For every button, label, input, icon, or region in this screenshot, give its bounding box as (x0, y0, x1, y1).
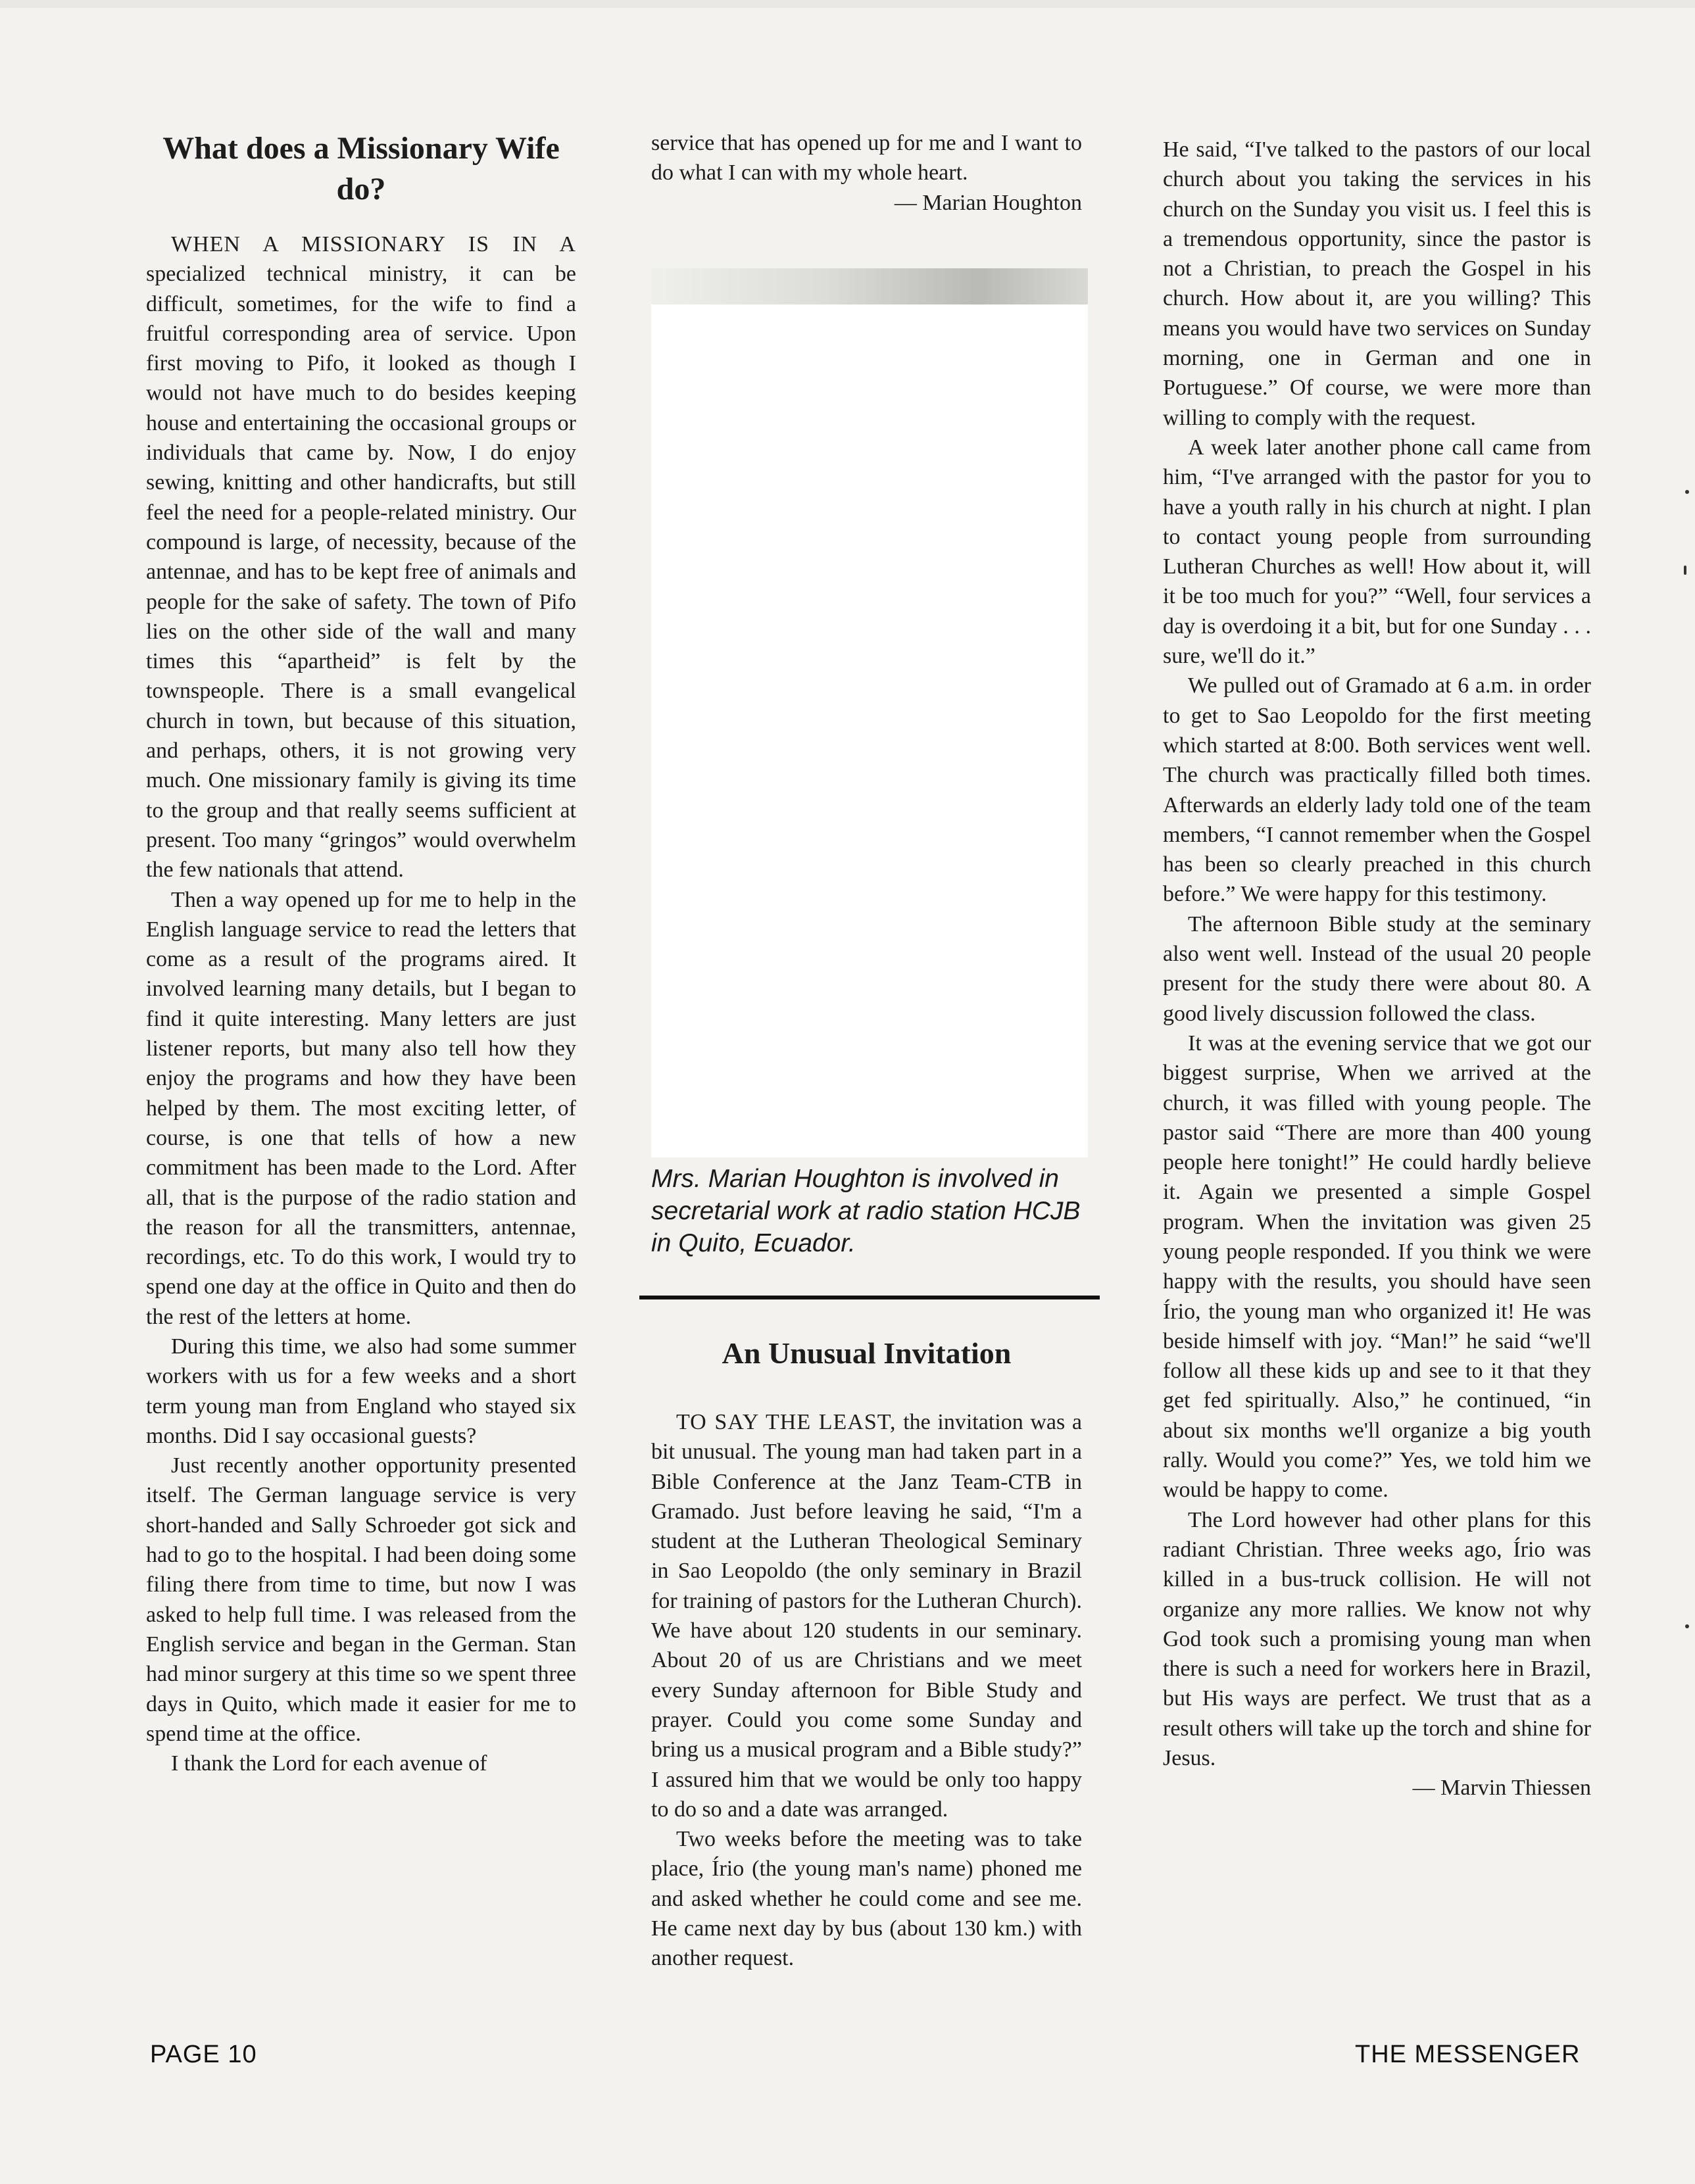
article1-paragraph-5: I thank the Lord for each avenue of (171, 1751, 487, 1776)
article1-paragraph-1 (146, 230, 576, 885)
publication-name: THE MESSENGER (1355, 2041, 1581, 2068)
page-number: PAGE 10 (150, 2041, 257, 2068)
article1-title: What does a Missionary Wife do? (162, 131, 560, 206)
section-divider (639, 1296, 1100, 1299)
article1-paragraph-1-text: specialized technical ministry, it can be difficult, sometimes, for the wife to find a fruitful corresponding area of service. Upon first moving to Pifo, it looked as though I would not have much to do besides keeping house and entertaining the occasional groups or individuals that came by. Now, I do enjoy sewing, knitting and other handicrafts, but still feel the need for a people-related ministry. Our compound is large, of necessity, because of the antennae, and has to be kept free of animals and people for the sake of safety. The town of Pifo lies on the other side of the wall and many times this “apartheid” is felt by the townspeople. There is a small evangelical church in town, but because of this situation, and perhaps, others, it is not growing very much. One missionary family is giving its time to the group and that really seems sufficient at present. Too many “gringos” would overwhelm the few nationals that attend. (146, 262, 576, 883)
article1-paragraph-4: Just recently another opportunity presented itself. The German language service is very short-handed and Sally Schroeder got sick and had to go to the hospital. I had been doing some filing there from time to time, but now I was asked to help full time. I was released from the English service and began in the German. Stan had minor surgery at this time so we spent three days in Quito, which made it easier for me to spend time at the office. (146, 1453, 576, 1746)
column-left (146, 128, 576, 1778)
photo (651, 268, 1088, 1157)
article2-lead-caps: TO SAY THE LEAST, (676, 1410, 897, 1434)
article2-title: An Unusual Invitation (722, 1336, 1012, 1370)
scan-speck (1685, 490, 1689, 494)
article2-paragraph-5: We pulled out of Gramado at 6 a.m. in order to get to Sao Leopoldo for the first meeting which started at 8:00. Both services went well. The church was practically filled both times. Afterwards an elderly lady told one of the team members, “I cannot remember when the Gospel has been so clearly preached in this church before.” We were happy for this testimony. (1163, 673, 1591, 907)
article1-paragraph-2: Then a way opened up for me to help in the English language service to read the letters that come as a result of the programs aired. It involved learning many details, but I began to find it quite interesting. Many letters are just listener reports, but many also tell how they enjoy the programs and how they have been helped by them. The most exciting letter, of course, is one that tells of how a new commitment has been made to the Lord. After all, that is the purpose of the radio station and the reason for all the transmitters, antennae, recordings, etc. To do this work, I would try to spend one day at the office in Quito and then do the rest of the letters at home. (146, 887, 576, 1329)
column-right (1163, 135, 1591, 1803)
article2-paragraph-6: The afternoon Bible study at the seminary also went well. Instead of the usual 20 people present for the study there were about 80. A good lively discussion followed the class. (1163, 911, 1591, 1026)
scan-speck (1685, 1624, 1689, 1628)
page-top-edge (0, 0, 1695, 8)
column-middle-top (651, 128, 1082, 218)
article2-author: — Marvin Thiessen (1412, 1776, 1591, 1801)
article2-paragraph-4: A week later another phone call came from him, “I've arranged with the pastor for you to have a youth rally in his church at night. I plan to contact young people from surrounding Lutheran Churches as well! How about it, will it be too much for you?” “Well, four services a day is overdoing it a bit, but for one Sunday . . . sure, we'll do it.” (1163, 435, 1591, 669)
article1-continuation: service that has opened up for me and I want to do what I can with my whole heart. (651, 131, 1082, 185)
photo-caption: Mrs. Marian Houghton is involved in secretarial work at radio station HCJB in Quito, Ecuador. (651, 1165, 1081, 1257)
article2-paragraph-8: The Lord however had other plans for this radiant Christian. Three weeks ago, Írio was killed in a bus-truck collision. He will not organize any more rallies. We know not why God took such a promising young man when there is such a need for workers here in Brazil, but His ways are perfect. We trust that as a result others will take up the torch and shine for Jesus. (1163, 1507, 1591, 1771)
photo-blank-area (651, 304, 1088, 1157)
article2-paragraph-1 (651, 1407, 1082, 1824)
article2-paragraph-1-text: the invitation was a bit unusual. The young man had taken part in a Bible Conference at the Janz Team-CTB in Gramado. Just before leaving he said, “I'm a student at the Lutheran Theological Seminary in Sao Leopoldo (the only seminary in Brazil for training of pastors for the Lutheran Church). We have about 120 students in our seminary. About 20 of us are Christians and we meet every Sunday afternoon for Bible Study and prayer. Could you come some Sunday and bring us a musical program and a Bible study?” I assured him that we would be only too happy to do so and a date was arranged. (651, 1410, 1082, 1822)
column-middle-bottom (651, 1407, 1082, 1974)
article2-paragraph-7: It was at the evening service that we got our biggest surprise, When we arrived at the church, it was filled with young people. The pastor said “There are more than 400 young people here tonight!” He could hardly believe it. Again we presented a simple Gospel program. When the invitation was given 25 young people responded. If you think we were happy with the results, you should have seen Írio, the young man who organized it! He was beside himself with joy. “Man!” he said “we'll follow all these kids up and see to it that they get fed spiritually. Also,” he continued, “in about six months we'll organize a big youth rally. Would you come?” Yes, we told him we would be happy to come. (1163, 1031, 1591, 1503)
photo-top-strip (651, 268, 1088, 304)
article1-paragraph-3: During this time, we also had some summer workers with us for a few weeks and a short term young man from England who stayed six months. Did I say occasional guests? (146, 1334, 576, 1448)
article1-author: — Marian Houghton (894, 190, 1082, 215)
article2-paragraph-3: He said, “I've talked to the pastors of our local church about you taking the services in his church on the Sunday you visit us. I feel this is a tremendous opportunity, since the pastor is not a Christian, to preach the Gospel in his church. How about it, are you willing? This means you would have two services on Sunday morning, one in German and one in Portuguese.” Of course, we were more than willing to comply with the request. (1163, 137, 1591, 430)
article2-paragraph-2: Two weeks before the meeting was to take place, Írio (the young man's name) phoned me and asked whether he could come and see me. He came next day by bus (about 130 km.) with another request. (651, 1827, 1082, 1971)
article1-lead-caps: WHEN A MISSIONARY IS IN A (171, 232, 576, 256)
scan-speck (1684, 566, 1686, 575)
